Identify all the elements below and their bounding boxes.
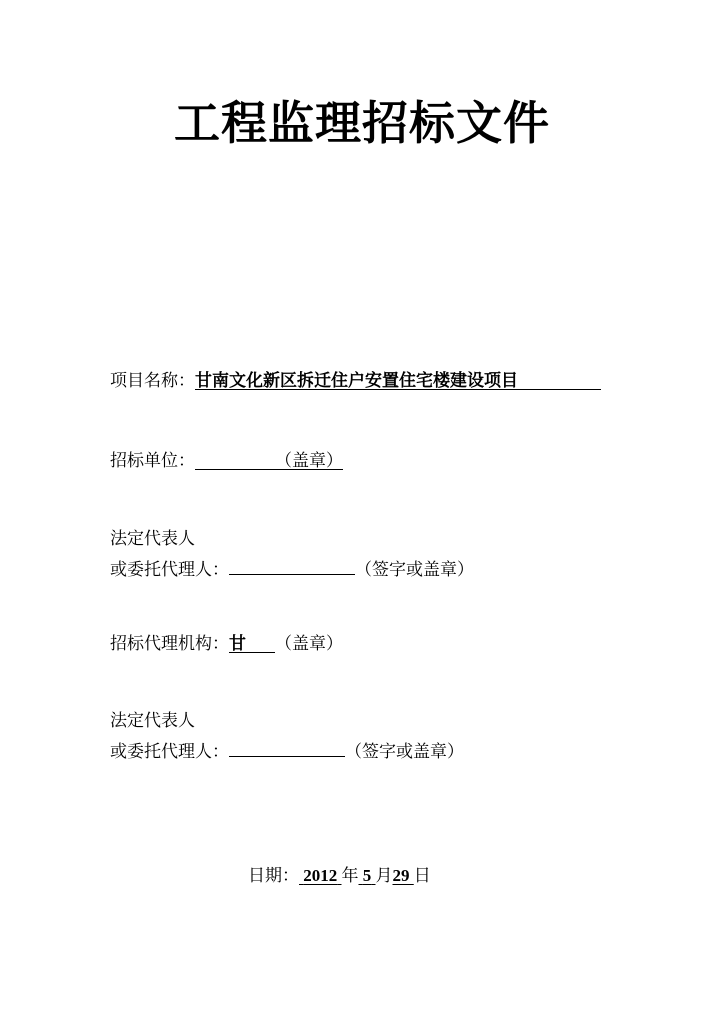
date-month — [359, 866, 376, 885]
rep2-label: 或委托代理人： — [110, 742, 229, 762]
rep1-row — [110, 555, 474, 581]
agency-field — [229, 633, 275, 653]
rep2-title: 法定代表人 — [110, 711, 195, 731]
rep2-signature-field — [229, 737, 345, 757]
agency-value: 甘 — [229, 634, 246, 654]
rep1-sign-note: （签字或盖章） — [355, 560, 474, 580]
date-month-value: 5 — [362, 866, 372, 885]
date-day-unit: 日 — [413, 866, 431, 886]
agency-row — [110, 633, 343, 655]
project-name-label: 项目名称： — [110, 371, 195, 391]
date-year-unit: 年 — [341, 866, 359, 886]
tenderer-row — [110, 450, 343, 472]
date-label: 日期： — [248, 866, 299, 886]
date-year — [299, 866, 342, 885]
date-month-unit: 月 — [375, 866, 393, 886]
project-name-row — [110, 370, 601, 392]
rep2-row — [110, 737, 464, 763]
date-row — [248, 865, 431, 887]
rep1-signature-field — [229, 555, 355, 575]
document-title: 工程监理招标文件 — [174, 96, 550, 150]
rep1-label: 或委托代理人： — [110, 560, 229, 580]
date-day-value: 29 — [392, 866, 410, 885]
project-name-field — [195, 370, 601, 390]
rep1-title: 法定代表人 — [110, 529, 195, 549]
rep2-sign-note: （签字或盖章） — [345, 742, 464, 762]
tenderer-label: 招标单位： — [110, 451, 195, 471]
agency-label: 招标代理机构： — [110, 634, 229, 654]
agency-seal-note: （盖章） — [275, 634, 343, 654]
tenderer-seal-note: （盖章） — [275, 451, 343, 471]
date-year-value: 2012 — [303, 866, 338, 885]
date-day — [393, 866, 414, 885]
project-name-value: 甘南文化新区拆迁住户安置住宅楼建设项目 — [195, 371, 518, 391]
tenderer-field — [195, 450, 343, 470]
